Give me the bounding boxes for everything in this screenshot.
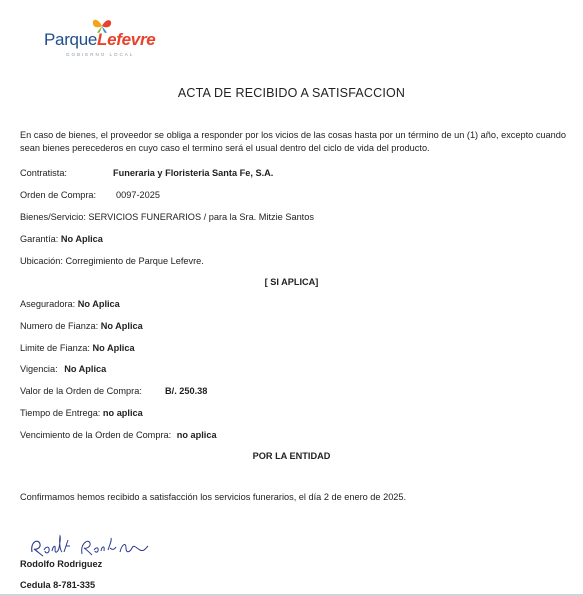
document-title: ACTA DE RECIBIDO A SATISFACCION xyxy=(177,86,406,100)
garantia-row xyxy=(20,234,103,244)
orden-value: 0097-2025 xyxy=(116,190,160,200)
garantia-label: Garantía: xyxy=(20,234,59,244)
handwritten-signature xyxy=(28,530,153,562)
ubicacion-row: Ubicación: Corregimiento de Parque Lefevre. xyxy=(20,256,204,266)
aseguradora-row xyxy=(20,299,120,309)
signer-id: Cedula 8-781-335 xyxy=(20,580,96,590)
orden-label: Orden de Compra: xyxy=(20,190,97,200)
valor-label: Valor de la Orden de Compra: xyxy=(20,386,142,396)
limite-fianza-row xyxy=(20,343,135,353)
numero-fianza-row xyxy=(20,321,143,331)
vigencia-value: No Aplica xyxy=(64,364,107,374)
confirmation-text: Confirmamos hemos recibido a satisfacción los servicios funerarios, el día 2 de enero de 2025. xyxy=(20,492,407,502)
orden-row xyxy=(20,190,160,200)
vigencia-row xyxy=(20,364,106,374)
si-aplica-heading: [ SI APLICA] xyxy=(264,277,319,287)
bienes-row: Bienes/Servicio: SERVICIOS FUNERARIOS / para la Sra. Mitzie Santos xyxy=(20,212,314,222)
vencimiento-value: no aplica xyxy=(176,430,217,440)
tiempo-label: Tiempo de Entrega: xyxy=(20,408,101,418)
logo-tagline: GOBIERNO LOCAL xyxy=(66,52,135,57)
vencimiento-label: Vencimiento de la Orden de Compra: xyxy=(20,430,172,440)
warranty-paragraph: En caso de bienes, el proveedor se obliga a responder por los vicios de las cosas hasta por un término de un (1) año, excepto cuando sean bienes perecederos en cuyo caso el termino será el usual dentro del ciclo de vida del producto. xyxy=(20,130,566,153)
contratista-row xyxy=(20,168,274,178)
vencimiento-row xyxy=(20,430,217,440)
por-la-entidad-heading: POR LA ENTIDAD xyxy=(252,451,331,461)
valor-value: B/. 250.38 xyxy=(165,386,208,396)
limite-fianza-label: Limite de Fianza: xyxy=(20,343,90,353)
limite-fianza-value: No Aplica xyxy=(92,343,135,353)
garantia-value: No Aplica xyxy=(60,234,103,244)
signer-name: Rodolfo Rodriguez xyxy=(20,559,103,569)
aseguradora-value: No Aplica xyxy=(77,299,120,309)
numero-fianza-value: No Aplica xyxy=(100,321,143,331)
numero-fianza-label: Numero de Fianza: xyxy=(20,321,99,331)
contratista-value: Funeraria y Floristeria Santa Fe, S.A. xyxy=(113,168,274,178)
tiempo-row xyxy=(20,408,143,418)
tiempo-value: no aplica xyxy=(102,408,143,418)
logo xyxy=(44,18,174,60)
logo-wordmark: ParqueLefevre xyxy=(44,30,156,49)
valor-row xyxy=(20,386,208,396)
vigencia-label: Vigencia: xyxy=(20,364,58,374)
contratista-label: Contratista: xyxy=(20,168,67,178)
aseguradora-label: Aseguradora: xyxy=(20,299,76,309)
